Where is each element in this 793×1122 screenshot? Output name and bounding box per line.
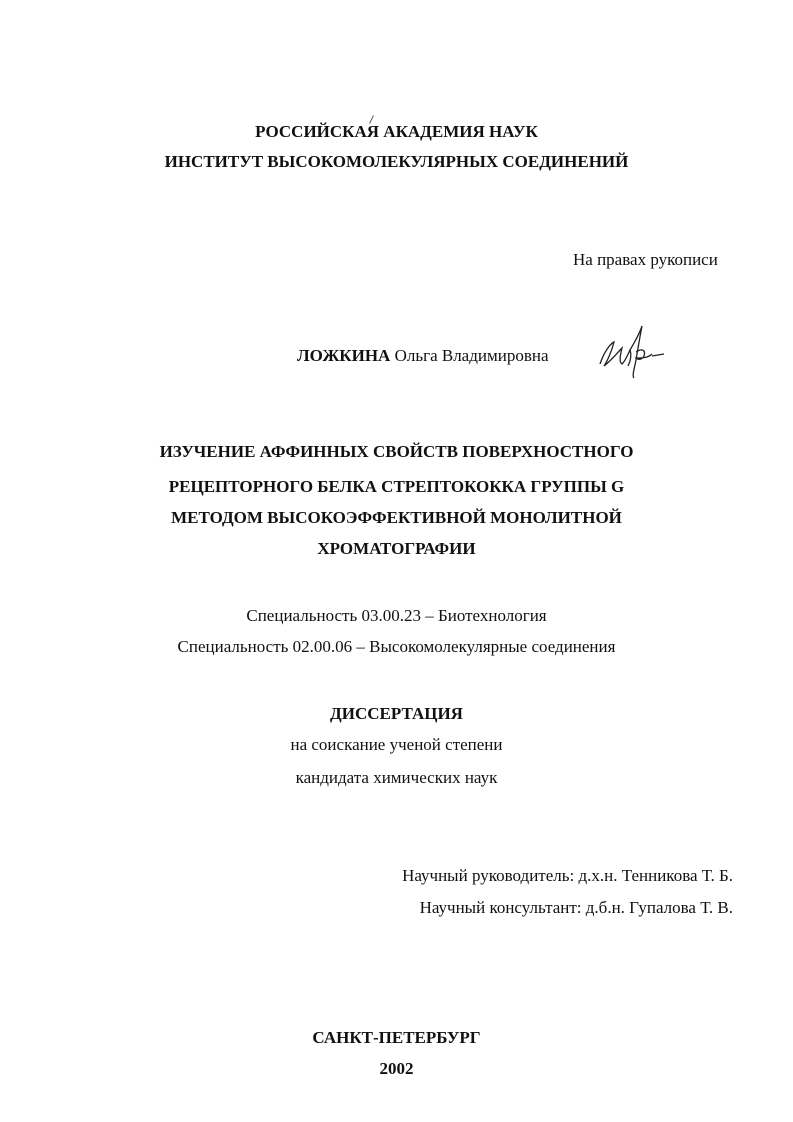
author-given-names: Ольга Владимировна	[394, 346, 549, 365]
degree-line-2: кандидата химических наук	[295, 768, 498, 787]
title-line-2: РЕЦЕПТОРНОГО БЕЛКА СТРЕПТОКОККА ГРУППЫ G	[168, 477, 625, 496]
academy-heading: РОССИЙСКАЯ АКАДЕМИЯ НАУК	[255, 122, 538, 141]
specialty-line-1: Специальность 03.00.23 – Биотехнология	[246, 606, 547, 625]
supervisor-line: Научный руководитель: д.х.н. Тенникова Т. Б.	[402, 866, 733, 885]
title-line-4: ХРОМАТОГРАФИИ	[317, 539, 476, 558]
institute-heading: ИНСТИТУТ ВЫСОКОМОЛЕКУЛЯРНЫХ СОЕДИНЕНИЙ	[164, 152, 629, 171]
manuscript-note: На правах рукописи	[573, 250, 718, 269]
title-line-1: ИЗУЧЕНИЕ АФФИННЫХ СВОЙСТВ ПОВЕРХНОСТНОГО	[159, 442, 634, 461]
author-line	[297, 346, 549, 366]
dissertation-heading: ДИССЕРТАЦИЯ	[330, 704, 463, 723]
degree-line-1: на соискание ученой степени	[290, 735, 503, 754]
consultant-line: Научный консультант: д.б.н. Гупалова Т. В.	[419, 898, 733, 917]
author-surname: ЛОЖКИНА	[297, 346, 391, 365]
city: САНКТ-ПЕТЕРБУРГ	[312, 1028, 481, 1047]
author-signature	[592, 322, 672, 382]
year: 2002	[379, 1059, 414, 1078]
specialty-line-2: Специальность 02.00.06 – Высокомолекулярные соединения	[177, 637, 616, 656]
title-line-3: МЕТОДОМ ВЫСОКОЭФФЕКТИВНОЙ МОНОЛИТНОЙ	[171, 508, 622, 527]
